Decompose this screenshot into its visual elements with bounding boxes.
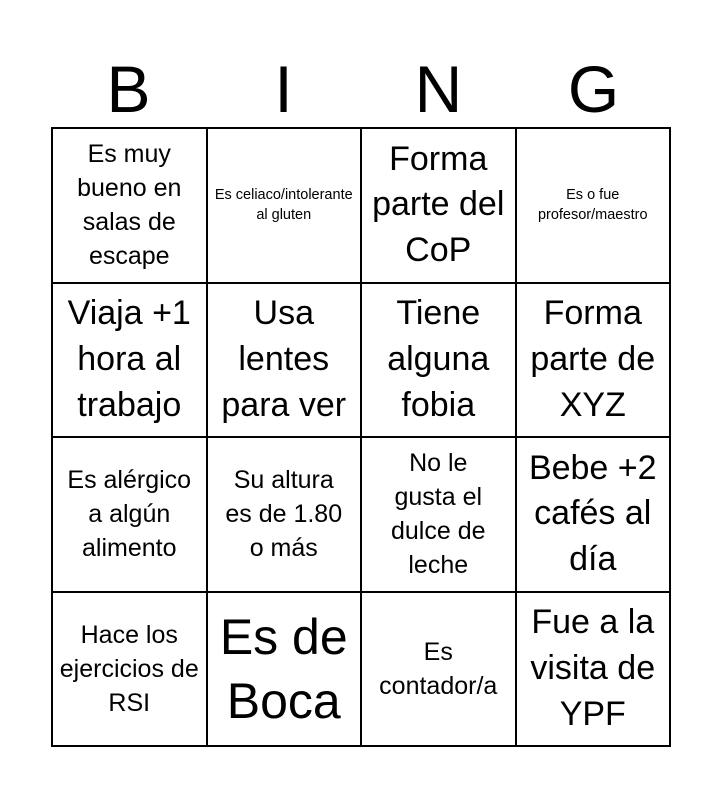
bingo-cell[interactable] (208, 438, 363, 593)
cell-text: Tiene alguna fobia (387, 294, 490, 424)
cell-text: Usa lentes para ver (221, 294, 347, 424)
bingo-cell[interactable] (53, 284, 208, 439)
bingo-cell[interactable] (53, 593, 208, 748)
bingo-cell[interactable] (208, 284, 363, 439)
bingo-cell[interactable] (362, 438, 517, 593)
bingo-header (51, 50, 671, 128)
header-letter-n: N (414, 52, 463, 126)
header-letter-b: B (106, 52, 151, 126)
bingo-cell[interactable] (53, 438, 208, 593)
cell-text: Es alérgico a algún alimento (67, 466, 192, 563)
cell-text: Hace los ejercicios de RSI (59, 620, 199, 717)
header-letter-i: I (274, 52, 293, 126)
cell-text: Es de Boca (219, 608, 348, 729)
cell-text: Forma parte del CoP (372, 139, 505, 270)
bingo-cell[interactable] (517, 284, 672, 439)
cell-text: Fue a la visita de YPF (530, 603, 656, 733)
cell-text: Es contador/a (379, 637, 498, 700)
bingo-cell[interactable] (517, 129, 672, 284)
bingo-cell[interactable] (53, 129, 208, 284)
bingo-cell[interactable] (208, 129, 363, 284)
header-letter-g: G (567, 52, 620, 126)
cell-text: No le gusta el dulce de leche (390, 449, 486, 580)
bingo-cell[interactable] (517, 593, 672, 748)
bingo-cell[interactable] (362, 129, 517, 284)
bingo-cell[interactable] (362, 593, 517, 748)
bingo-cell[interactable] (517, 438, 672, 593)
cell-text: Su altura es de 1.80 o más (225, 466, 343, 563)
cell-text: Es muy bueno en salas de escape (77, 140, 182, 271)
bingo-cell[interactable] (208, 593, 363, 748)
cell-text: Viaja +1 hora al trabajo (67, 294, 191, 424)
cell-text: Bebe +2 cafés al día (528, 448, 657, 579)
bingo-board (51, 127, 671, 747)
cell-text: Forma parte de XYZ (530, 294, 656, 424)
cell-text: Es celiaco/intolerante al gluten (214, 187, 353, 224)
cell-text: Es o fue profesor/maestro (537, 187, 648, 224)
bingo-cell[interactable] (362, 284, 517, 439)
